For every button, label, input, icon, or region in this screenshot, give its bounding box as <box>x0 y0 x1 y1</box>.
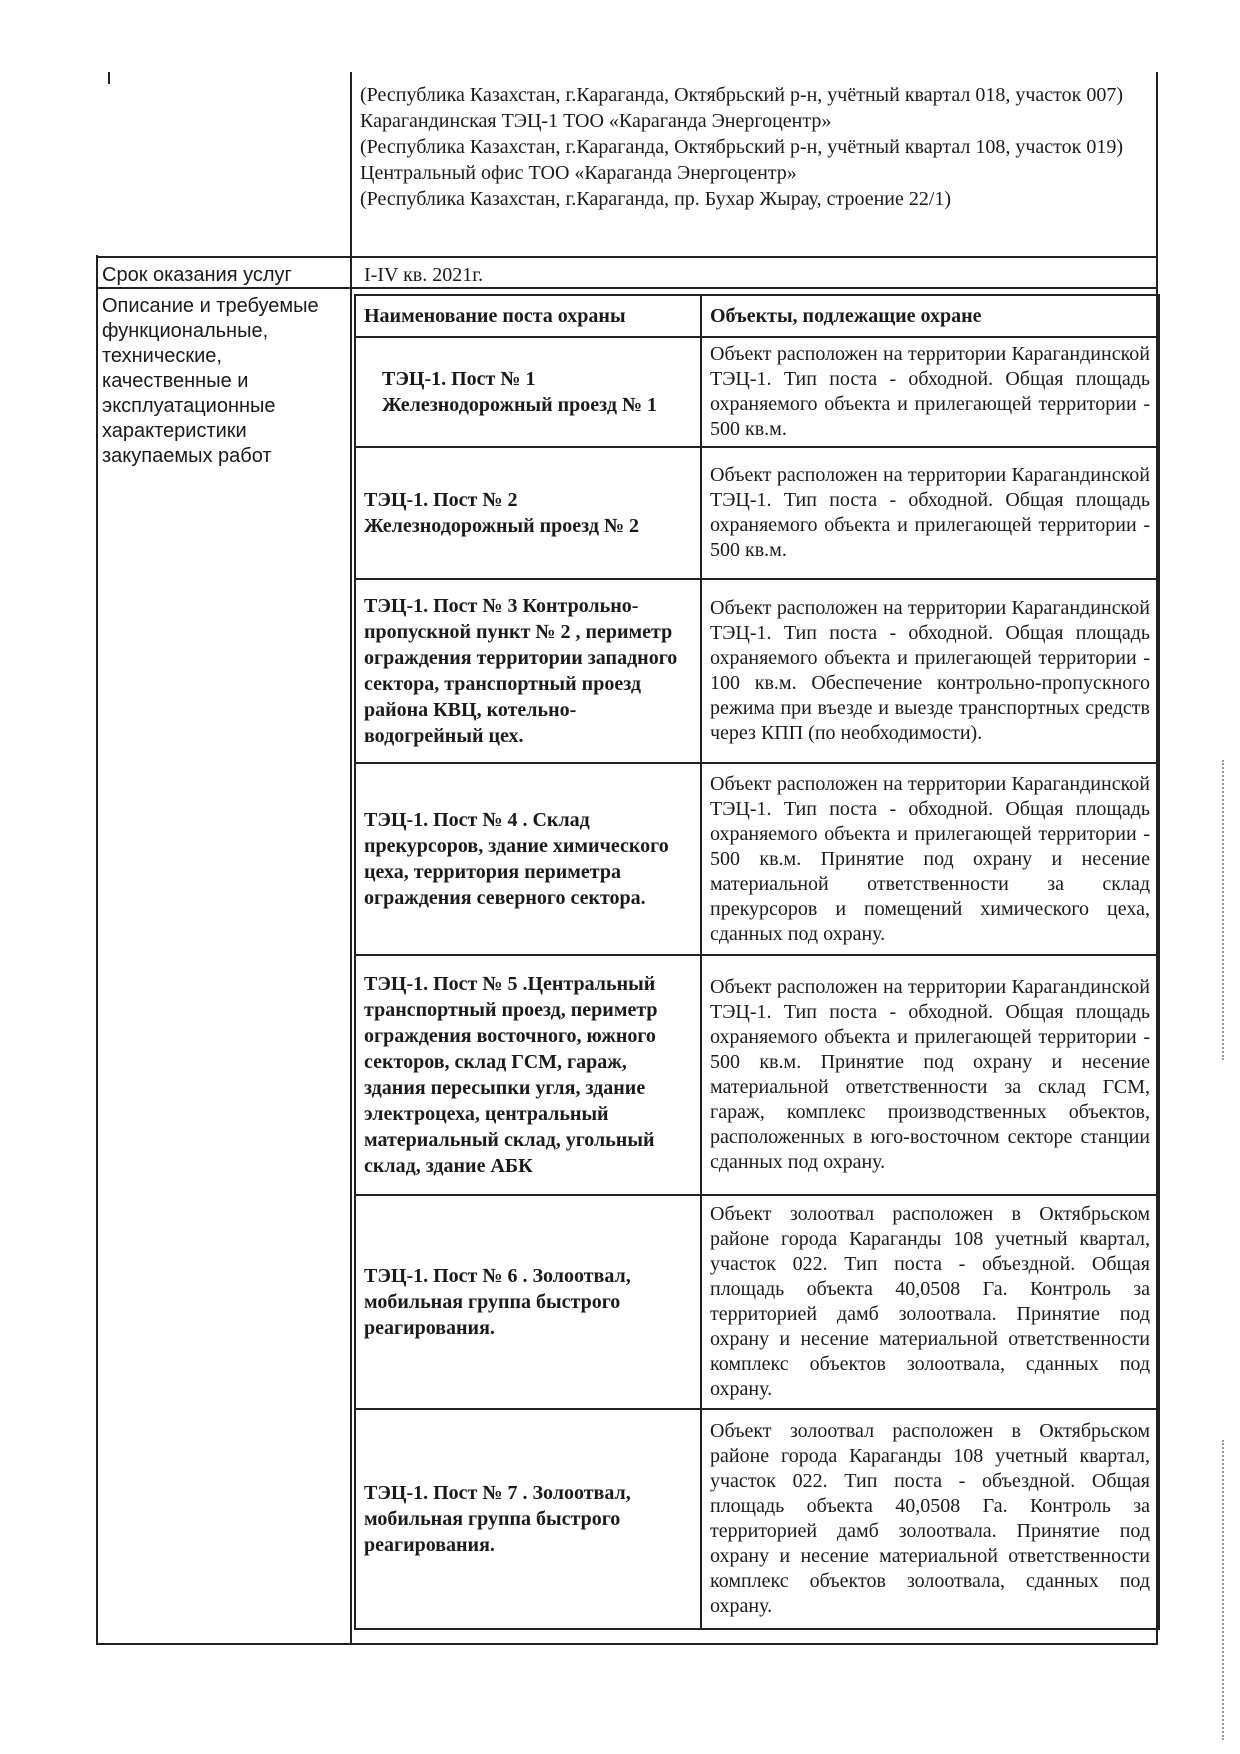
post-name-cell: ТЭЦ-1. Пост № 6 . Золоотвал, мобильная группа быстрого реагирования. <box>355 1195 701 1409</box>
perforation-mark-lower <box>1222 1440 1226 1740</box>
address-block <box>360 82 1140 212</box>
post-name-cell: ТЭЦ-1. Пост № 3 Контрольно-пропускной пункт № 2 , периметр ограждения территории западного сектора, транспортный проезд района КВЦ, котельно-водогрейный цех. <box>355 579 701 763</box>
address-line-2: Карагандинская ТЭЦ-1 ТОО «Караганда Энергоцентр» <box>360 110 832 132</box>
column-divider <box>350 72 352 1645</box>
table-row <box>355 337 1159 447</box>
post-objects-cell: Объект расположен на территории Карагандинской ТЭЦ-1. Тип поста - обходной. Общая площадь охраняемого объекта и прилегающей территории - 500 кв.м. Принятие под охрану и несение материальной ответственности за склад прекурсоров и помещений химического цеха, сданных под охрану. <box>701 763 1159 955</box>
table-row <box>355 1409 1159 1629</box>
post-objects-cell: Объект расположен на территории Карагандинской ТЭЦ-1. Тип поста - обходной. Общая площадь охраняемого объекта и прилегающей территории - 100 кв.м. Обеспечение контрольно-пропускного режима при въезде и выезде транспортных средств через КПП (по необходимости). <box>701 579 1159 763</box>
post-name-cell: ТЭЦ-1. Пост № 4 . Склад прекурсоров, здание химического цеха, территория периметра ограждения северного сектора. <box>355 763 701 955</box>
left-border-top-stub <box>108 72 110 84</box>
header-objects: Объекты, подлежащие охране <box>701 295 1159 337</box>
post-name-cell: ТЭЦ-1. Пост № 7 . Золоотвал, мобильная группа быстрого реагирования. <box>355 1409 701 1629</box>
posts-table <box>354 294 1160 1630</box>
post-objects-cell: Объект золоотвал расположен в Октябрьском районе города Караганды 108 учетный квартал, участок 022. Тип поста - объездной. Общая площадь объекта 40,0508 Га. Контроль за территорией дамб золоотвала. Принятие под охрану и несение материальной ответственности комплекс объектов золоотвала, сданных под охрану. <box>701 1195 1159 1409</box>
table-row <box>355 1195 1159 1409</box>
post-objects-cell: Объект золоотвал расположен в Октябрьском районе города Караганды 108 учетный квартал, участок 022. Тип поста - объездной. Общая площадь объекта 40,0508 Га. Контроль за территорией дамб золоотвала. Принятие под охрану и несение материальной ответственности комплекс объектов золоотвала, сданных под охрану. <box>701 1409 1159 1629</box>
table-row <box>355 579 1159 763</box>
table-row <box>355 447 1159 579</box>
post-name-cell: ТЭЦ-1. Пост № 5 .Центральный транспортный проезд, периметр ограждения восточного, южного секторов, склад ГСМ, гараж, здания пересыпки угля, здание электроцеха, центральный материальный склад, угольный склад, здание АБК <box>355 955 701 1195</box>
post-name-cell: ТЭЦ-1. Пост № 2 Железнодорожный проезд № 2 <box>355 447 701 579</box>
row-divider-1 <box>96 256 1158 258</box>
post-name-cell: ТЭЦ-1. Пост № 1 Железнодорожный проезд № 1 <box>355 337 701 447</box>
left-border <box>96 255 98 1645</box>
address-line-5: (Республика Казахстан, г.Караганда, пр. Бухар Жырау, строение 22/1) <box>360 188 952 210</box>
address-line-1: (Республика Казахстан, г.Караганда, Октябрьский р-н, учётный квартал 018, участок 007) <box>360 84 1124 106</box>
table-row <box>355 763 1159 955</box>
service-term-value: I-IV кв. 2021г. <box>364 264 484 286</box>
post-objects-cell: Объект расположен на территории Карагандинской ТЭЦ-1. Тип поста - обходной. Общая площадь охраняемого объекта и прилегающей территории - 500 кв.м. <box>701 337 1159 447</box>
bottom-border <box>96 1643 1158 1645</box>
table-header-row <box>355 295 1159 337</box>
address-line-3: (Республика Казахстан, г.Караганда, Октябрьский р-н, учётный квартал 108, участок 019) <box>360 136 1124 158</box>
service-term-label: Срок оказания услуг <box>102 264 292 286</box>
address-line-4: Центральный офис ТОО «Караганда Энергоцентр» <box>360 162 797 184</box>
header-post-name: Наименование поста охраны <box>355 295 701 337</box>
post-objects-cell: Объект расположен на территории Карагандинской ТЭЦ-1. Тип поста - обходной. Общая площадь охраняемого объекта и прилегающей территории - 500 кв.м. Принятие под охрану и несение материальной ответственности за склад ГСМ, гараж, комплекс производственных объектов, расположенных в юго-восточном секторе станции сданных под охрану. <box>701 955 1159 1195</box>
post-objects-cell: Объект расположен на территории Карагандинской ТЭЦ-1. Тип поста - обходной. Общая площадь охраняемого объекта и прилегающей территории - 500 кв.м. <box>701 447 1159 579</box>
description-label: Описание и требуемые функциональные, технические, качественные и эксплуатационные характеристики закупаемых работ <box>102 295 319 467</box>
perforation-mark-upper <box>1222 760 1226 1060</box>
row-divider-2 <box>96 287 1158 289</box>
table-row <box>355 955 1159 1195</box>
